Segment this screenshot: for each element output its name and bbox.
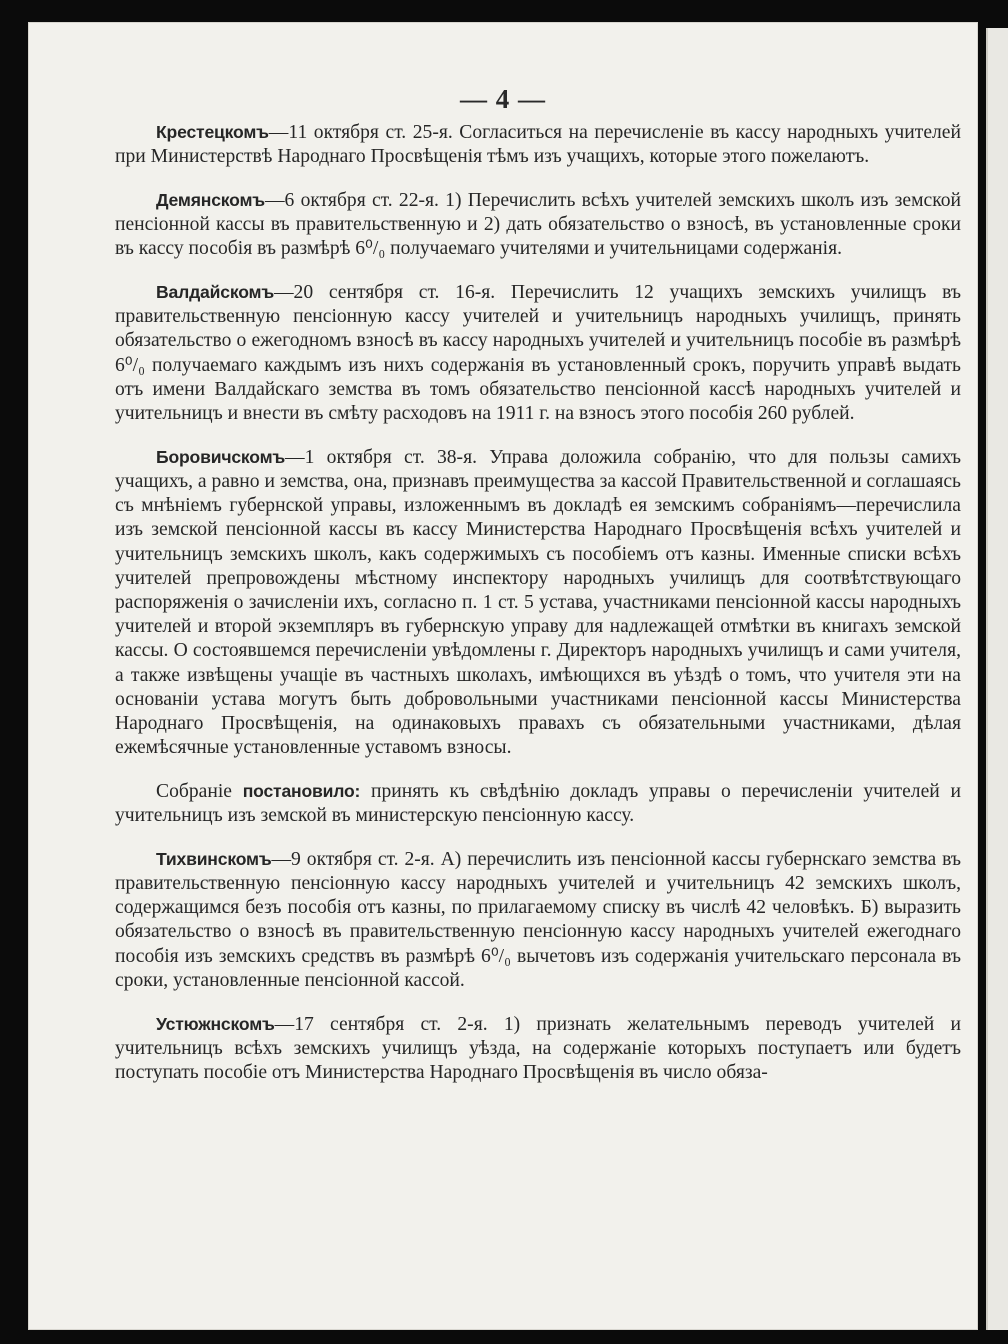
- paragraph-body: —20 сентября ст. 16-я. Перечислить 12 учащихъ земскихъ училищъ въ правительственную пенсіонную кассу учителей и учительницъ народныхъ училищъ, принять обязательство о ежегодномъ взносѣ въ кассу народныхъ учителей и учительницъ пособіе въ размѣрѣ 6⁰/₀ получаемаго каждымъ изъ нихъ содержанія въ установленный срокъ, поручить управѣ выдать отъ имени Валдайскаго земства въ томъ обязательство пенсіонной кассѣ народныхъ учителей и учительницъ и внести въ смѣту расходовъ на 1911 г. на взносъ этого пособія 260 рублей.: [115, 282, 961, 425]
- paragraph-tikhvinsky: [115, 847, 961, 993]
- resolution-keyword: постановило:: [242, 780, 361, 801]
- paragraph-resolution: [115, 779, 961, 828]
- zemstvo-name: Валдайскомъ: [156, 282, 274, 303]
- paragraph-body: —9 октября ст. 2-я. А) перечислить изъ пенсіонной кассы губернскаго земства въ правительственную пенсіонную кассу народныхъ учителей и учительницъ 42 земскихъ школъ, содержащимся безъ пособія отъ казны, по прилагаемому списку въ числѣ 42 человѣкъ. Б) выразить обязательство о взносѣ въ правительственную пенсіонную кассу народныхъ учителей ежегоднаго пособія изъ земскихъ средствъ въ размѣрѣ 6⁰/₀ вычетовъ изъ содержанія учительскаго персонала въ сроки, установленные пенсіонной кассой.: [115, 848, 961, 991]
- paragraph-valdaisky: [115, 280, 961, 426]
- zemstvo-name: Демянскомъ: [156, 189, 265, 210]
- paragraph-body: —1 октября ст. 38-я. Управа доложила собранію, что для пользы самихъ учащихъ, а равно и земства, она, признавъ преимущества за кассой Правительственной и соглашаясь съ мнѣніемъ губернской управы, изложеннымъ въ докладѣ ея земскимъ собраніямъ—перечислила изъ земской пенсіонной кассы въ кассу Министерства Народнаго Просвѣщенія всѣхъ учителей и учительницъ земскихъ школъ, какъ содержимыхъ съ пособіемъ отъ казны. Именные списки всѣхъ учителей препровождены мѣстному инспектору народныхъ училищъ для соотвѣтствующаго распоряженія о зачисленіи ихъ, согласно п. 1 ст. 5 устава, участниками пенсіонной кассы народныхъ учителей и второй экземпляръ въ губернскую управу для надлежащей отмѣтки въ книгахъ земской кассы. О состоявшемся перечисленіи увѣдомлены г. Директоръ народныхъ училищъ и сами учителя, а также извѣщены учащіе въ частныхъ школахъ, имѣющихся въ уѣздѣ о томъ, что учителя эти на основаніи устава могутъ быть добровольными участниками пенсіонной кассы Министерства Народнаго Просвѣщенія, на одинаковыхъ правахъ съ обязательными участниками, дѣлая ежемѣсячные установленные уставомъ взносы.: [115, 446, 961, 759]
- zemstvo-name: Боровичскомъ: [156, 446, 286, 467]
- paragraph-body: —17 сентября ст. 2-я. 1) признать желательнымъ переводъ учителей и учительницъ всѣхъ земскихъ училищъ уѣзда, на содержаніе которыхъ поступаетъ или будетъ поступать пособіе отъ Министерства Народнаго Просвѣщенія въ число обяза-: [115, 1013, 961, 1083]
- zemstvo-name: Крестецкомъ: [156, 122, 269, 142]
- paragraph-krestetsky: [115, 120, 961, 169]
- document-page: [28, 22, 978, 1330]
- paragraph-body: принять къ свѣдѣнію докладъ управы о перечисленіи учителей и учительницъ изъ земской въ министерскую пенсіонную кассу.: [115, 780, 961, 827]
- zemstvo-name: Устюжнскомъ: [156, 1013, 275, 1034]
- page-number: — 4 —: [460, 84, 546, 114]
- paragraph-ustyuzhnsky: [115, 1012, 961, 1086]
- adjacent-page-edge: [986, 28, 1008, 1330]
- resolution-lead-text: Собраніе: [156, 780, 243, 802]
- paragraph-body: —6 октября ст. 22-я. 1) Перечислить всѣхъ учителей земскихъ школъ изъ земской пенсіонной кассы въ правительственную и 2) дать обязательство о взносѣ, въ установленные сроки въ кассу пособія въ размѣрѣ 6⁰/₀ получаемаго учителями и учительницами содержанія.: [115, 189, 961, 260]
- paragraph-body: —11 октября ст. 25-я. Согласиться на перечисленіе въ кассу народныхъ учителей при Министерствѣ Народнаго Просвѣщенія тѣмъ изъ учащихъ, которые этого пожелаютъ.: [115, 122, 961, 168]
- paragraph-demyansky: [115, 188, 961, 262]
- zemstvo-name: Тихвинскомъ: [156, 848, 272, 869]
- body-text: [115, 120, 961, 1104]
- paragraph-borovichsky: [115, 445, 961, 761]
